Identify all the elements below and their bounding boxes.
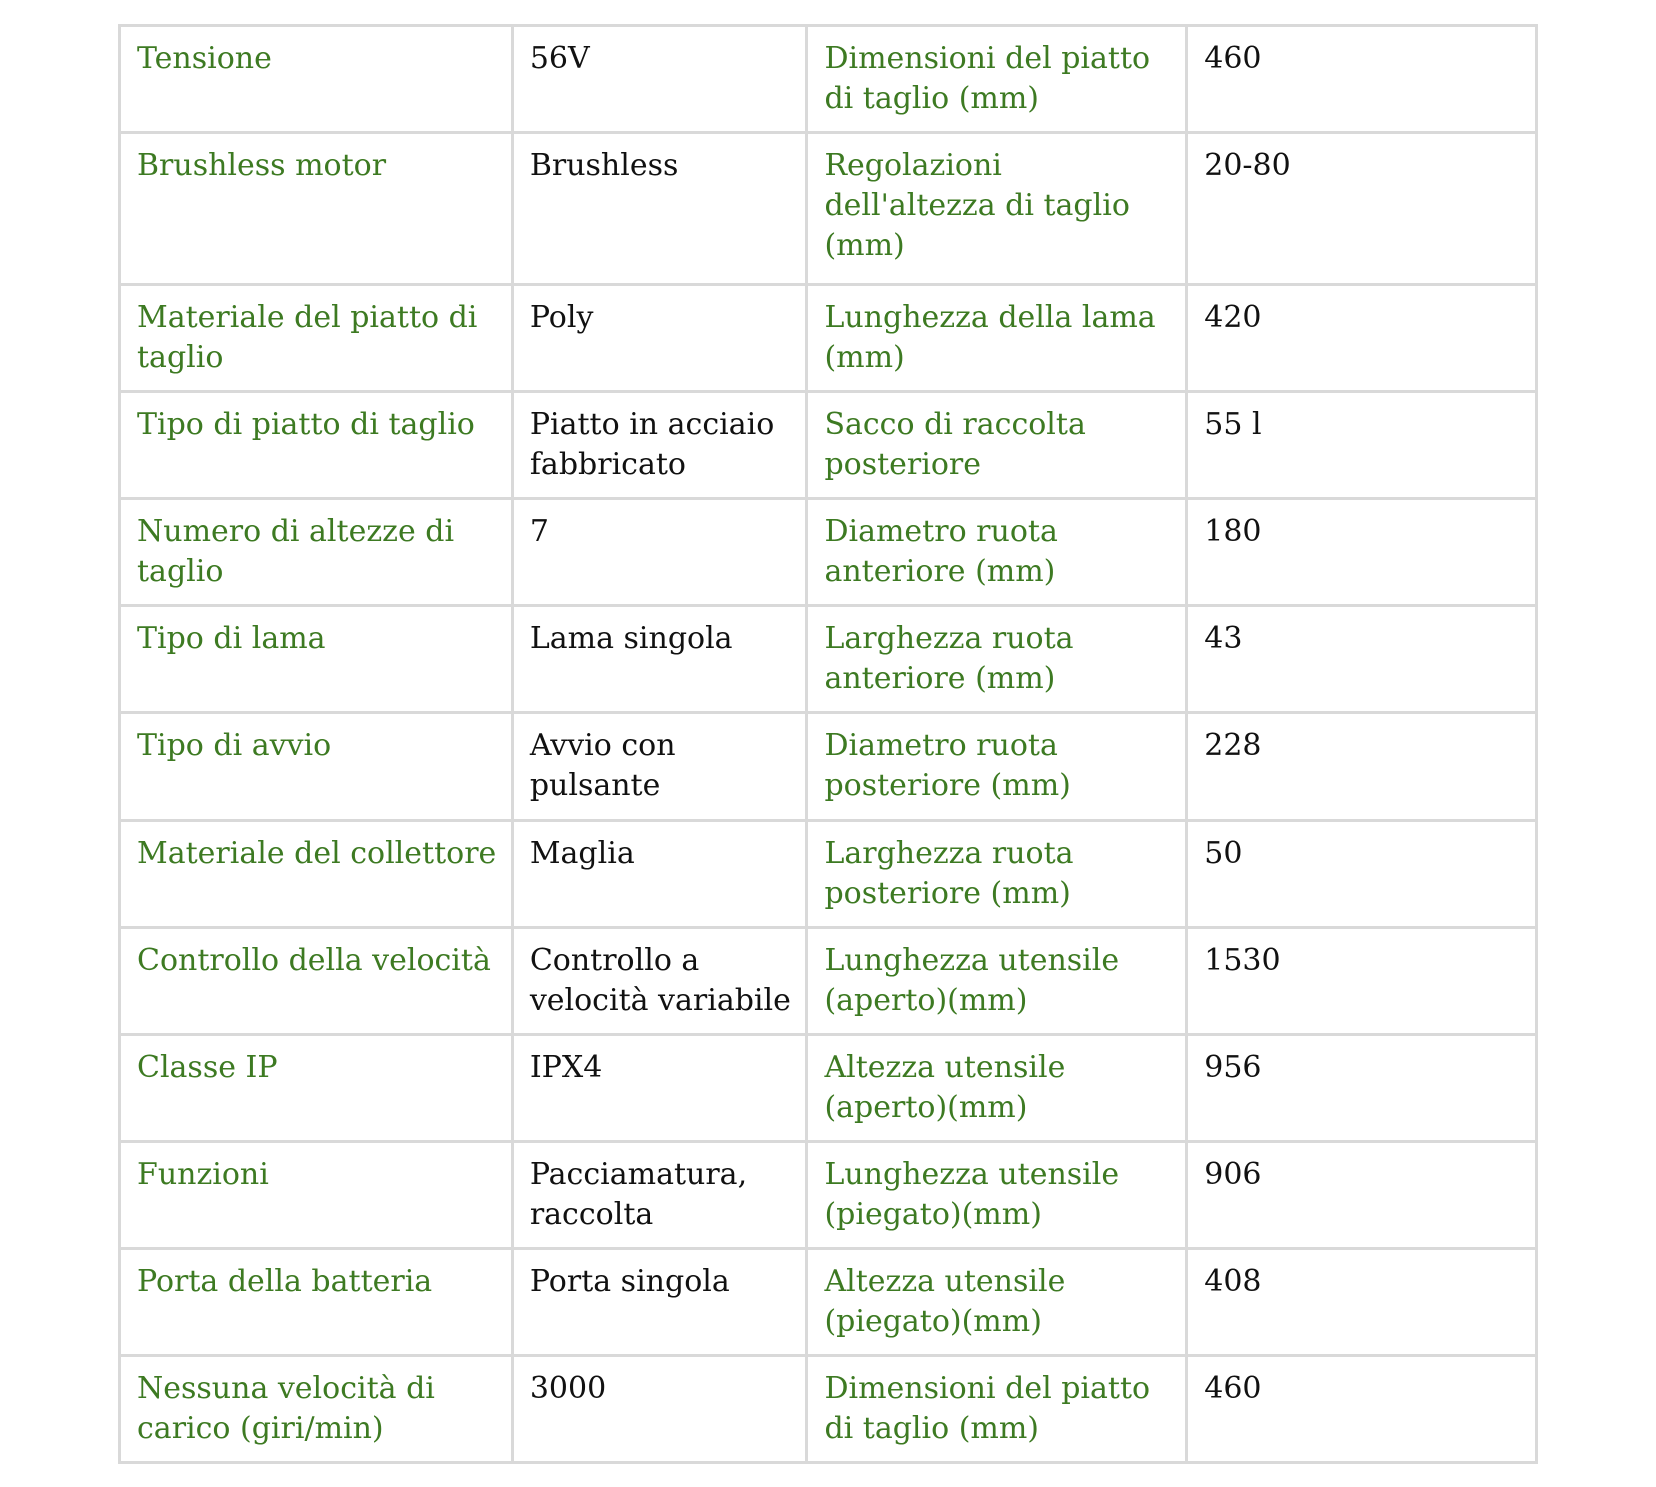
spec-label: Larghezza ruota anteriore (mm) [807,606,1187,713]
spec-label: Tipo di piatto di taglio [120,392,513,499]
spec-value: Maglia [512,820,807,927]
spec-label: Larghezza ruota posteriore (mm) [807,820,1187,927]
table-row [120,1034,1537,1141]
spec-value: Pacciamatura, raccolta [512,1141,807,1248]
spec-value: 460 [1187,1355,1537,1462]
spec-table [118,24,1538,1464]
table-row [120,26,1537,133]
spec-label: Classe IP [120,1034,513,1141]
spec-label: Altezza utensile (piegato)(mm) [807,1248,1187,1355]
spec-label: Sacco di raccolta posteriore [807,392,1187,499]
spec-value: 43 [1187,606,1537,713]
spec-label: Tensione [120,26,513,133]
spec-value: 55 l [1187,392,1537,499]
table-row [120,499,1537,606]
spec-value: Controllo a velocità variabile [512,927,807,1034]
spec-value: 460 [1187,26,1537,133]
table-row [120,1141,1537,1248]
spec-label: Brushless motor [120,133,513,285]
spec-label: Altezza utensile (aperto)(mm) [807,1034,1187,1141]
spec-label: Dimensioni del piatto di taglio (mm) [807,1355,1187,1462]
spec-value: 7 [512,499,807,606]
spec-value: 180 [1187,499,1537,606]
spec-value: 20-80 [1187,133,1537,285]
spec-value: 408 [1187,1248,1537,1355]
spec-value: 3000 [512,1355,807,1462]
spec-value: 56V [512,26,807,133]
spec-label: Nessuna velocità di carico (giri/min) [120,1355,513,1462]
spec-label: Lunghezza utensile (aperto)(mm) [807,927,1187,1034]
spec-value: Avvio con pulsante [512,713,807,820]
spec-label: Porta della batteria [120,1248,513,1355]
spec-label: Tipo di avvio [120,713,513,820]
spec-value: Piatto in acciaio fabbricato [512,392,807,499]
spec-label: Funzioni [120,1141,513,1248]
spec-value: 228 [1187,713,1537,820]
spec-label: Materiale del collettore [120,820,513,927]
spec-label: Diametro ruota anteriore (mm) [807,499,1187,606]
table-row [120,820,1537,927]
spec-label: Materiale del piatto di taglio [120,285,513,392]
spec-label: Lunghezza della lama (mm) [807,285,1187,392]
spec-value: Lama singola [512,606,807,713]
table-row [120,1355,1537,1462]
table-row [120,713,1537,820]
table-row [120,285,1537,392]
spec-value: Poly [512,285,807,392]
spec-value: 50 [1187,820,1537,927]
spec-label: Dimensioni del piatto di taglio (mm) [807,26,1187,133]
spec-label: Regolazioni dell'altezza di taglio (mm) [807,133,1187,285]
spec-value: Brushless [512,133,807,285]
table-row [120,1248,1537,1355]
table-row [120,133,1537,285]
spec-value: 420 [1187,285,1537,392]
spec-value: 906 [1187,1141,1537,1248]
spec-label: Lunghezza utensile (piegato)(mm) [807,1141,1187,1248]
table-row [120,606,1537,713]
spec-label: Diametro ruota posteriore (mm) [807,713,1187,820]
spec-value: Porta singola [512,1248,807,1355]
spec-label: Controllo della velocità [120,927,513,1034]
spec-label: Tipo di lama [120,606,513,713]
spec-table-body [120,26,1537,1463]
table-row [120,927,1537,1034]
spec-value: 1530 [1187,927,1537,1034]
spec-label: Numero di altezze di taglio [120,499,513,606]
spec-value: IPX4 [512,1034,807,1141]
table-row [120,392,1537,499]
spec-value: 956 [1187,1034,1537,1141]
